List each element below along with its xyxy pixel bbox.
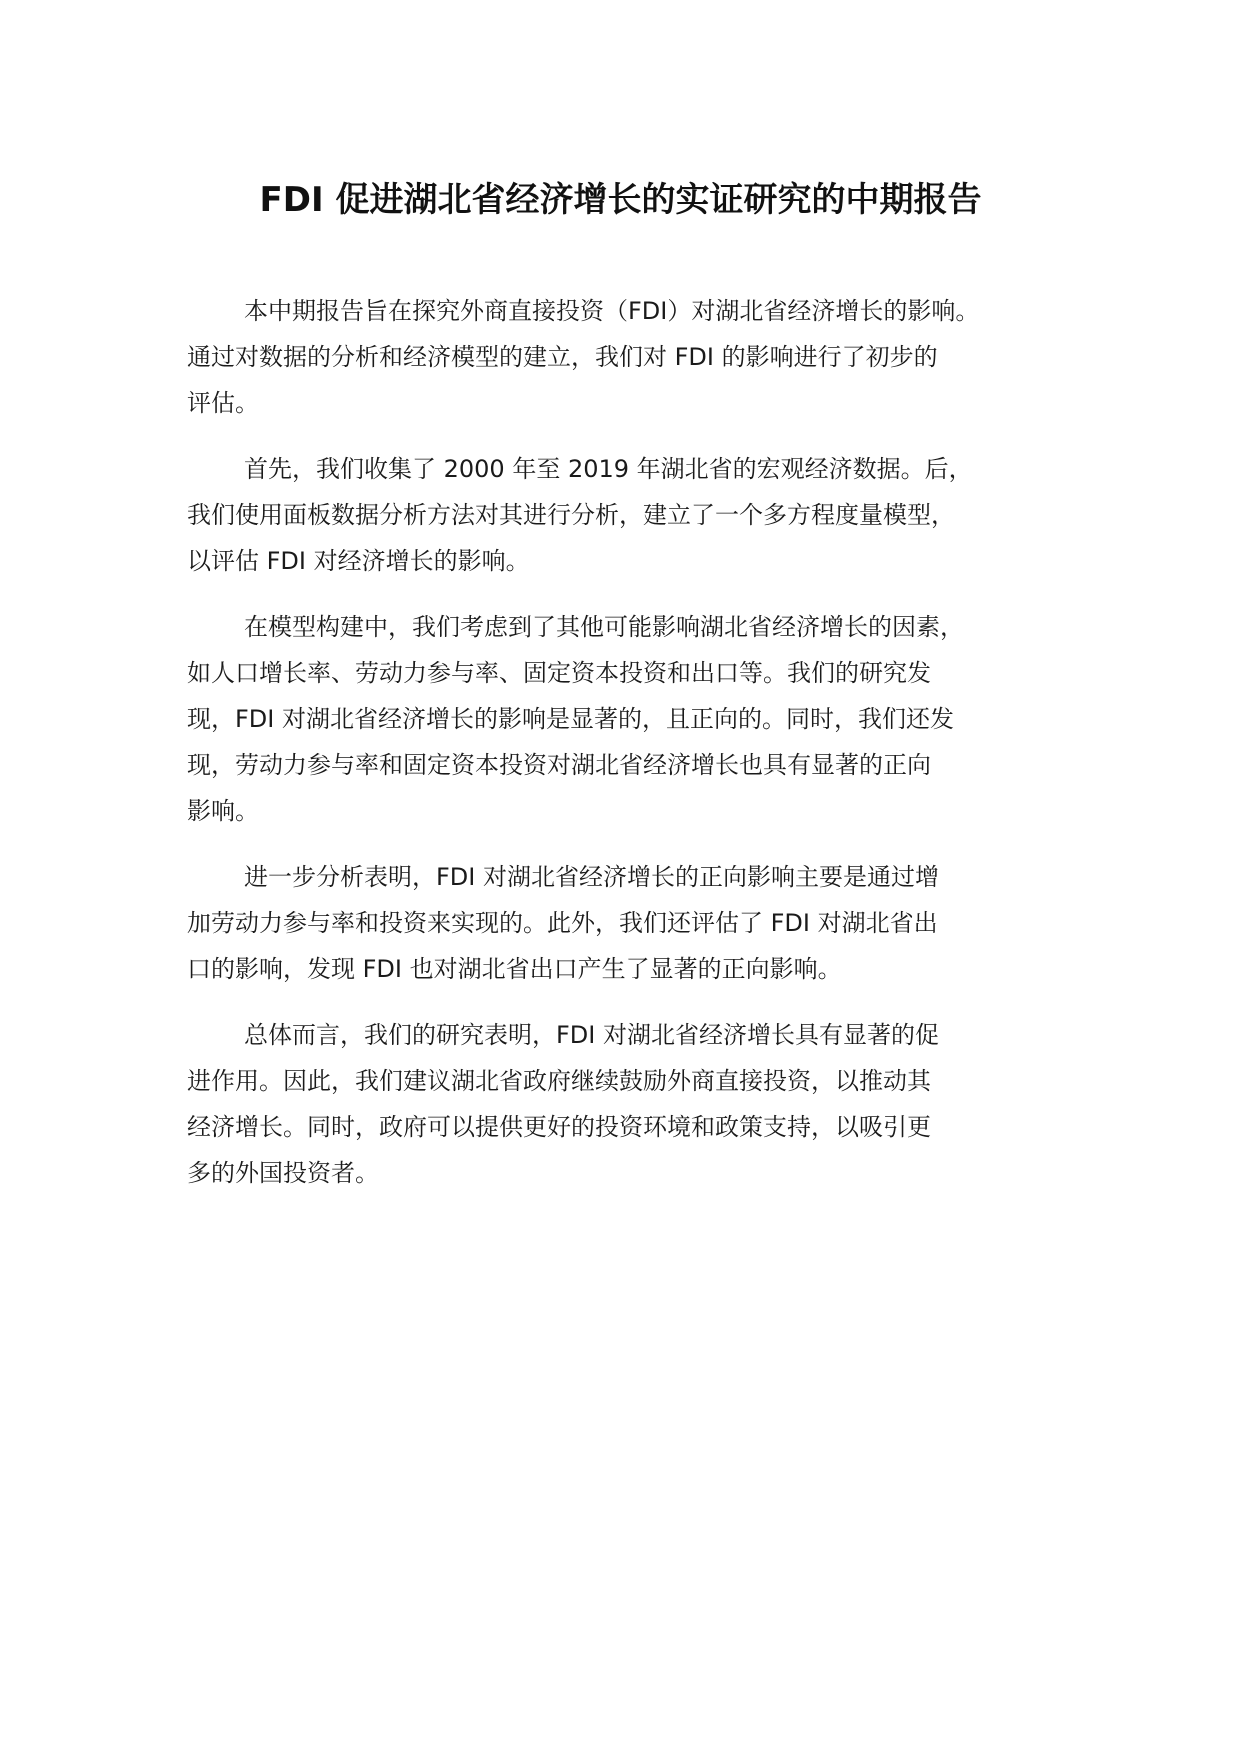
paragraph-line: 我们使用面板数据分析方法对其进行分析，建立了一个多方程度量模型，: [187, 501, 955, 529]
paragraph-1: [187, 288, 1079, 426]
paragraph-line: 进作用。因此，我们建议湖北省政府继续鼓励外商直接投资，以推动其: [187, 1067, 931, 1095]
paragraph-line: 如人口增长率、劳动力参与率、固定资本投资和出口等。我们的研究发: [187, 659, 931, 687]
paragraph-line: 在模型构建中，我们考虑到了其他可能影响湖北省经济增长的因素，: [244, 613, 964, 641]
paragraph-line: 现，FDI 对湖北省经济增长的影响是显著的，且正向的。同时，我们还发: [187, 705, 954, 733]
paragraph-line: 口的影响，发现 FDI 也对湖北省出口产生了显著的正向影响。: [187, 955, 842, 983]
paragraph-2: [187, 446, 1079, 584]
paragraph-line: 评估。: [187, 389, 259, 417]
document-body: [187, 288, 1079, 1216]
paragraph-line: 通过对数据的分析和经济模型的建立，我们对 FDI 的影响进行了初步的: [187, 343, 938, 371]
paragraph-line: 以评估 FDI 对经济增长的影响。: [187, 547, 530, 575]
paragraph-line: 经济增长。同时，政府可以提供更好的投资环境和政策支持，以吸引更: [187, 1113, 931, 1141]
paragraph-5: [187, 1012, 1079, 1196]
paragraph-3: [187, 604, 1079, 834]
paragraph-line: 进一步分析表明，FDI 对湖北省经济增长的正向影响主要是通过增: [244, 863, 939, 891]
paragraph-line: 多的外国投资者。: [187, 1159, 379, 1187]
paragraph-line: 现，劳动力参与率和固定资本投资对湖北省经济增长也具有显著的正向: [187, 751, 931, 779]
document-title: FDI 促进湖北省经济增长的实证研究的中期报告: [259, 180, 982, 220]
paragraph-line: 首先，我们收集了 2000 年至 2019 年湖北省的宏观经济数据。后，: [244, 455, 973, 483]
paragraph-line: 影响。: [187, 797, 259, 825]
paragraph-4: [187, 854, 1079, 992]
paragraph-line: 加劳动力参与率和投资来实现的。此外，我们还评估了 FDI 对湖北省出: [187, 909, 938, 937]
paragraph-line: 总体而言，我们的研究表明，FDI 对湖北省经济增长具有显著的促: [244, 1021, 939, 1049]
paragraph-line: 本中期报告旨在探究外商直接投资（FDI）对湖北省经济增长的影响。: [244, 297, 980, 325]
